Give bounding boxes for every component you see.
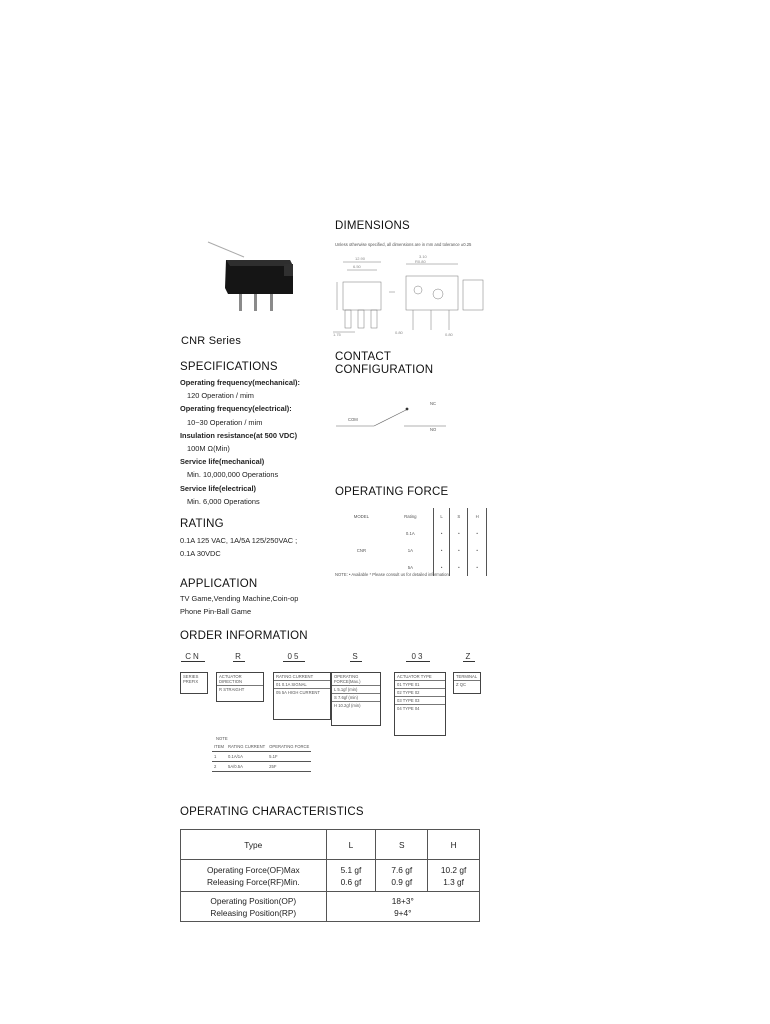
operating-force-table [335, 508, 487, 576]
dimension-drawing [333, 252, 493, 338]
table-header-type: Type [181, 830, 327, 860]
table-cell: 05 5A HIGH CURRENT [274, 689, 330, 697]
contact-title-line2: CONFIGURATION [335, 364, 434, 376]
dimensions-title: DIMENSIONS [335, 220, 410, 232]
table-header-l: L [326, 830, 376, 860]
table-row [181, 830, 480, 860]
order-code-force: S [350, 652, 362, 662]
table-cell: 5.1F [267, 752, 311, 762]
table-cell: S 7.6gf (min) [332, 694, 380, 702]
table-cell: SERIES PREFIX [183, 674, 199, 684]
spec-label: Operating frequency(mechanical): [180, 378, 300, 387]
table-cell: 01 TYPE 01 [395, 681, 445, 689]
spec-value: 100M Ω(Min) [187, 444, 230, 454]
table-cell: 1 [212, 752, 226, 762]
svg-text:R0.80: R0.80 [415, 259, 426, 264]
table-cell: 25F [267, 762, 311, 772]
table-cell: OPERATING FORCE(Max.) [334, 674, 361, 684]
table-cell: ACTUATOR TYPE [397, 674, 432, 679]
table-cell: TERMINAL [456, 674, 478, 679]
svg-text:12.90: 12.90 [355, 256, 366, 261]
table-cell: CNR [356, 548, 367, 553]
table-row [181, 892, 480, 922]
table-cell [181, 860, 327, 892]
order-note-title: NOTE [216, 736, 228, 741]
order-code-rating: 05 [283, 652, 305, 662]
table-cell: • [450, 559, 468, 576]
operating-characteristics-table [180, 829, 480, 922]
table-cell: 5A/0.5A [226, 762, 267, 772]
rating-line1: 0.1A 125 VAC, 1A/5A 125/250VAC ; [180, 536, 298, 545]
svg-text:0.80: 0.80 [445, 332, 453, 337]
spec-label: Operating frequency(electrical): [180, 404, 292, 414]
table-cell: • [450, 542, 468, 559]
table-row [395, 673, 445, 681]
table-row [454, 681, 480, 689]
contact-label-no: NO [430, 427, 437, 432]
specifications-title: SPECIFICATIONS [180, 361, 278, 373]
table-row [395, 681, 445, 689]
table-row [274, 681, 330, 689]
of-value-h: 10.2 gf [440, 864, 467, 875]
operating-force-footnote: NOTE: • Available * Please consult us for detailed information [335, 572, 449, 577]
order-box-rating-current [273, 672, 331, 720]
order-box-actuator-direction [216, 672, 264, 702]
contact-diagram [336, 396, 456, 436]
table-cell: • [468, 542, 487, 559]
table-row [181, 673, 207, 685]
table-cell: ITEM [212, 742, 226, 752]
table-cell: H 10.2gf (min) [332, 702, 380, 710]
spec-label: Insulation resistance(at 500 VDC) [180, 430, 298, 440]
order-code-actuator-direction: R [233, 652, 245, 662]
order-code-terminal: Z [463, 652, 475, 662]
table-row [217, 686, 263, 694]
table-row [332, 673, 380, 686]
table-cell: 0.1A/1A [226, 752, 267, 762]
spec-value: 10~30 Operation / mim [187, 417, 263, 427]
table-row [332, 694, 380, 702]
table-cell: • [468, 559, 487, 576]
rating-text [180, 534, 297, 560]
table-cell: 01 0.1A SIGNAL [274, 681, 330, 689]
table-cell: 0.1A [405, 531, 415, 536]
table-row [212, 762, 311, 772]
table-cell: • [468, 525, 487, 542]
table-cell: Rating [404, 514, 417, 519]
table-row [274, 673, 330, 681]
of-value-s: 7.6 gf [391, 864, 413, 875]
spec-value: 120 Operation / mim [187, 391, 254, 401]
order-box-actuator-type [394, 672, 446, 736]
contact-label-com: COM [348, 417, 358, 422]
table-row [335, 542, 487, 559]
table-row [332, 686, 380, 694]
table-cell: R STRAIGHT [217, 686, 263, 694]
op-value: 18+3° [391, 895, 414, 906]
table-cell [376, 860, 428, 892]
table-row [395, 689, 445, 697]
table-row [395, 705, 445, 713]
table-cell [181, 892, 327, 922]
order-code-actuator-type: 03 [406, 652, 430, 662]
spec-label: Service life(electrical) [180, 483, 257, 493]
table-row [335, 525, 487, 542]
table-row [274, 689, 330, 697]
svg-text:3.10: 3.10 [419, 254, 427, 259]
table-row [332, 702, 380, 710]
spec-value: Min. 6,000 Operations [187, 496, 260, 506]
svg-text:0.80: 0.80 [395, 330, 403, 335]
table-cell: RATING CURRENT [276, 674, 314, 679]
table-cell [326, 860, 376, 892]
table-cell: S [450, 508, 468, 525]
table-cell: MODEL [353, 514, 370, 519]
table-cell: 03 TYPE 03 [395, 697, 445, 705]
series-name: CNR Series [181, 335, 242, 347]
contact-title-line1: CONTACT [335, 351, 392, 363]
table-row [395, 697, 445, 705]
of-label: Operating Force(OF)Max [206, 864, 300, 875]
product-photo [198, 236, 303, 316]
operating-force-title: OPERATING FORCE [335, 486, 449, 498]
table-header-h: H [428, 830, 480, 860]
table-cell: 02 TYPE 02 [395, 689, 445, 697]
table-cell: • [433, 559, 449, 576]
rf-value-h: 1.3 gf [443, 876, 464, 887]
rating-title: RATING [180, 518, 224, 530]
table-cell [326, 892, 479, 922]
table-cell: • [433, 542, 449, 559]
contact-label-nc: NC [430, 401, 437, 406]
order-box-terminal [453, 672, 481, 694]
table-cell: H [468, 508, 487, 525]
rp-label: Releasing Position(RP) [210, 907, 297, 918]
table-cell [335, 525, 388, 542]
order-box-operating-force [331, 672, 381, 726]
application-text [180, 592, 298, 618]
table-cell: 1A [407, 548, 413, 553]
contact-title [335, 351, 433, 377]
table-cell [428, 860, 480, 892]
op-label: Operating Position(OP) [210, 895, 297, 906]
of-value-l: 5.1 gf [340, 864, 362, 875]
order-information-title: ORDER INFORMATION [180, 630, 308, 642]
application-title: APPLICATION [180, 578, 258, 590]
table-row [212, 752, 311, 762]
table-cell: L [433, 508, 449, 525]
table-row [217, 673, 263, 686]
table-cell: 2 [212, 762, 226, 772]
svg-text:1.75: 1.75 [333, 332, 341, 337]
table-cell: L 5.1gf (min) [332, 686, 380, 694]
svg-text:6.50: 6.50 [353, 264, 361, 269]
table-cell: 5A [407, 565, 413, 570]
table-cell: Z QC [454, 681, 480, 689]
table-row [212, 742, 311, 752]
operating-characteristics-title: OPERATING CHARACTERISTICS [180, 806, 364, 818]
order-box-series [180, 672, 208, 694]
table-row [335, 508, 487, 525]
table-cell: 04 TYPE 04 [395, 705, 445, 713]
spec-value: Min. 10,000,000 Operations [187, 470, 279, 480]
application-line2: Phone Pin-Ball Game [180, 607, 252, 617]
rating-line2: 0.1A 30VDC [180, 549, 221, 559]
table-cell: RATING CURRENT [226, 742, 267, 752]
table-row [454, 673, 480, 681]
table-cell: • [433, 525, 449, 542]
rp-value: 9+4° [394, 907, 412, 918]
table-cell: • [450, 525, 468, 542]
rf-value-s: 0.9 gf [391, 876, 413, 887]
dimensions-note: Unless otherwise specified, all dimensions are in mm and tolerance ±0.25 [335, 242, 472, 247]
application-line1: TV Game,Vending Machine,Coin-op [180, 594, 299, 603]
spec-label: Service life(mechanical) [180, 457, 265, 467]
table-header-s: S [376, 830, 428, 860]
table-cell: OPERATING FORCE [267, 742, 311, 752]
rf-label: Releasing Force(RF)Min. [206, 876, 300, 887]
order-note-table [212, 742, 311, 772]
order-code-series: CN [181, 652, 205, 662]
rf-value-l: 0.6 gf [340, 876, 362, 887]
table-row [181, 860, 480, 892]
specifications-list [180, 376, 330, 508]
table-cell: ACTUATOR DIRECTION [219, 674, 243, 684]
